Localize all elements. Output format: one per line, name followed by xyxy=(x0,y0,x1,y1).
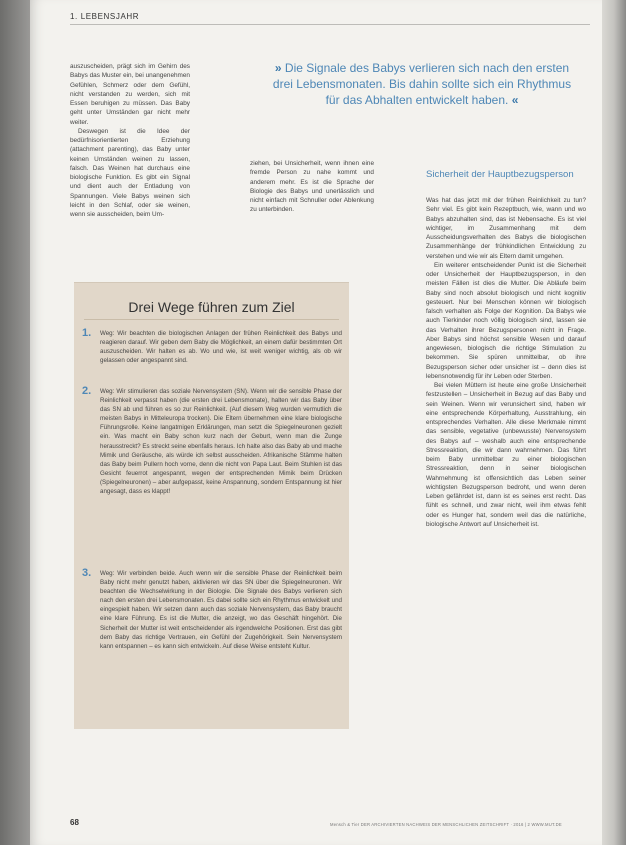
right-column-text xyxy=(426,196,586,529)
header-rule xyxy=(70,24,590,25)
column-1-paragraph-1: auszuscheiden, prägt sich im Gehirn des Babys das Muster ein, bei unangenehmen Gefühlen, Schmerz oder dem Gefühl, nicht verstanden zu werden, sich mit Essen beruhigen zu müssen. Das Baby geht unter Umständen gar nicht mehr weiter. xyxy=(70,63,190,126)
info-box-rule xyxy=(84,319,339,320)
page-edge xyxy=(602,0,626,845)
info-item-1 xyxy=(82,329,342,365)
item-text: Weg: Wir verbinden beide. Auch wenn wir die sensible Phase der Reinlichkeit beim Baby nicht mehr genutzt haben, aktivieren wir das SN über die Spiegelneuronen. Wir beachten die Wechselwirkung in der Biologie. Die Signale des Babys verlieren sich nach den ersten drei Lebensmonaten. Es dabei sollte sich ein Rhythmus entwickelt und eingespielt haben. Wir setzen dann auch das soziale Nervensystem, das Baby braucht eine klare Führung. Es ist die Mutter, die anzeigt, wo das Geschäft hingehört. Die Sicherheit der Mutter ist weit entscheidender als irgendwelche Positionen. Erst das gibt dem Baby das richtige Vertrauen, ein Gefühl der Zugehörigkeit. Sein Nervensystem kann entspannen – es kann sich entwickeln. Auf diese Weise entsteht Kultur. xyxy=(100,570,342,650)
column-1-paragraph-2: Deswegen ist die Idee der bedürfnisorientierten Erziehung (attachment parenting), das Baby unter keinen Umständen weinen zu lassen, falsch. Das Weinen hat durchaus eine biologische Funktion. Es gibt ein Signal und dient auch der Entladung von Spannungen. Viele Babys weinen sich leicht in den Schlaf, oder sie weinen, wenn sie ausscheiden, beim Um- xyxy=(70,127,190,218)
quote-open-mark: » xyxy=(274,61,282,75)
info-item-3 xyxy=(82,569,342,651)
book-spine-shadow xyxy=(0,0,30,845)
right-paragraph-2: Ein weiterer entscheidender Punkt ist die Sicherheit oder Unsicherheit der Hauptbezugsperson, in den meisten Fällen ist dies die Mutter. Die Abläufe beim Baby sind noch absolut biologisch und nicht kognitiv gesteuert. Nur bei Menschen können wir biologisch falsch verhalten als Folge der Kognition. Da Babys wie auch Tierkinder noch völlig biologisch sind, lassen sie das Verhalten ihrer Bezugspersonen nicht in Frage. Aber Babys sind höchst sensible Wesen und darauf angewiesen, biologisch die richtige Stimulation zu bekommen. Sie spüren unmittelbar, ob ihre Bezugsperson sicher oder unsicher ist – denn dies ist lebensnotwendig für ihr Leben oder Sterben. xyxy=(426,261,586,380)
column-1-text xyxy=(70,62,190,219)
item-text: Weg: Wir stimulieren das soziale Nervensystem (SN). Wenn wir die sensible Phase der Reinlichkeit verpasst haben (die ersten drei Lebensmonate), halten wir das Baby über das SN ab und führen es so zur Reinlichkeit. (Auf diesem Weg wurden vermutlich die meisten Babys in Mitteleuropa trocken). Die Eltern übernehmen eine klare biologische Führungsrolle. Keine langatmigen Erklärungen, man setzt die Spiegelneuronen gezielt ein. Was macht ein Baby schon kurz nach der Geburt, wenn man die Zunge herausstreckt? Es streckt seine ebenfalls heraus. Ich halte also das Baby ab und mache Mimik und Geräusche, als würde ich selbst ausscheiden. Afrikanische Stämme halten das Baby beim Pullern hoch vorne, denn die nicht von Papa Laut. Beim Stuhlen ist das Gesicht feuerrot angespannt, wegen der entsprechenden Mimik beim Drücken (Spiegelneuronen) – aber aufgepasst, keine Anspannung, sondern Entspannung ist hier angesagt, dass es klappt! xyxy=(100,388,342,496)
item-number: 1. xyxy=(82,327,92,339)
column-2-text: ziehen, bei Unsicherheit, wenn ihnen eine fremde Person zu nahe kommt und anderem mehr. Es ist die Sprache der Biologie des Babys und unerlässlich und nicht einfach mit Schnuller oder Ablenkung zu unterbinden. xyxy=(250,160,374,214)
item-text: Weg: Wir beachten die biologischen Anlagen der frühen Reinlichkeit des Babys und reagieren darauf. Wir geben dem Baby die Möglichkeit, an einem dafür bestimmten Ort auszuscheiden. Wir halten es ab. Wo und wie, ist weit weniger wichtig, als ob wir gelassen oder angespannt sind. xyxy=(100,330,342,365)
quote-text: Die Signale des Babys verlieren sich nach den ersten drei Lebensmonaten. Bis dahin sollte sich ein Rhythmus für das Abhalten entwickelt haben. xyxy=(272,61,572,107)
right-paragraph-1: Was hat das jetzt mit der frühen Reinlichkeit zu tun? Sehr viel. Es gibt kein Rezeptbuch, wie, wann und wo Babys abzuhalten sind, das ist Nebensache. Es ist viel wichtiger, im Zusammenhang mit dem Ausscheidungsverhalten des Babys die biologischen Zusammenhänge der frühkindlichen Entwicklung zu verstehen und wie wir als Eltern damit umgehen. xyxy=(426,197,586,260)
info-item-2 xyxy=(82,387,342,496)
chapter-header: 1. LEBENSJAHR xyxy=(70,12,140,21)
footer-credit: Mensch & Tier DER ARCHIVIERTEN NACHWEIS DER MENSCHLICHEN ZEITSCHRIFT · 2016 | 2 WWW.MUT.DE xyxy=(330,822,562,827)
pull-quote xyxy=(272,60,572,108)
right-paragraph-3: Bei vielen Müttern ist heute eine große Unsicherheit festzustellen – Unsicherheit in Bezug auf das Baby und sein Weinen. Wenn wir verunsichert sind, haben wir eine entsprechende Körperhaltung, Ausstrahlung, ein entsprechendes Verhalten. Alle diese Merkmale nimmt das sensible, vegetative (unbewusste) Nervensystem des Babys auf – weshalb auch eine entsprechende Stressreaktion, die wir dann wahrnehmen. Das führt beim Baby unmittelbar zu einer biologischen Stressreaktion, denn in seiner biologischen Wahrnehmung ist offensichtlich das Leben seiner wichtigsten Bezugsperson bedroht, und wenn deren Leben gefährdet ist, dann ist es seines erst recht. Das fühlt es schnell, und zwar nicht, weil ihm etwas fehlt oder es Hunger hat, sondern weil das die natürliche, biologische Antwort auf Unsicherheit ist. xyxy=(426,382,586,528)
info-box-title: Drei Wege führen zum Ziel xyxy=(128,299,295,315)
section-heading: Sicherheit der Hauptbezugsperson xyxy=(426,169,574,180)
item-number: 3. xyxy=(82,567,92,579)
info-box xyxy=(74,282,349,729)
item-number: 2. xyxy=(82,385,92,397)
quote-close-mark: « xyxy=(511,93,519,107)
page-number: 68 xyxy=(70,818,79,827)
